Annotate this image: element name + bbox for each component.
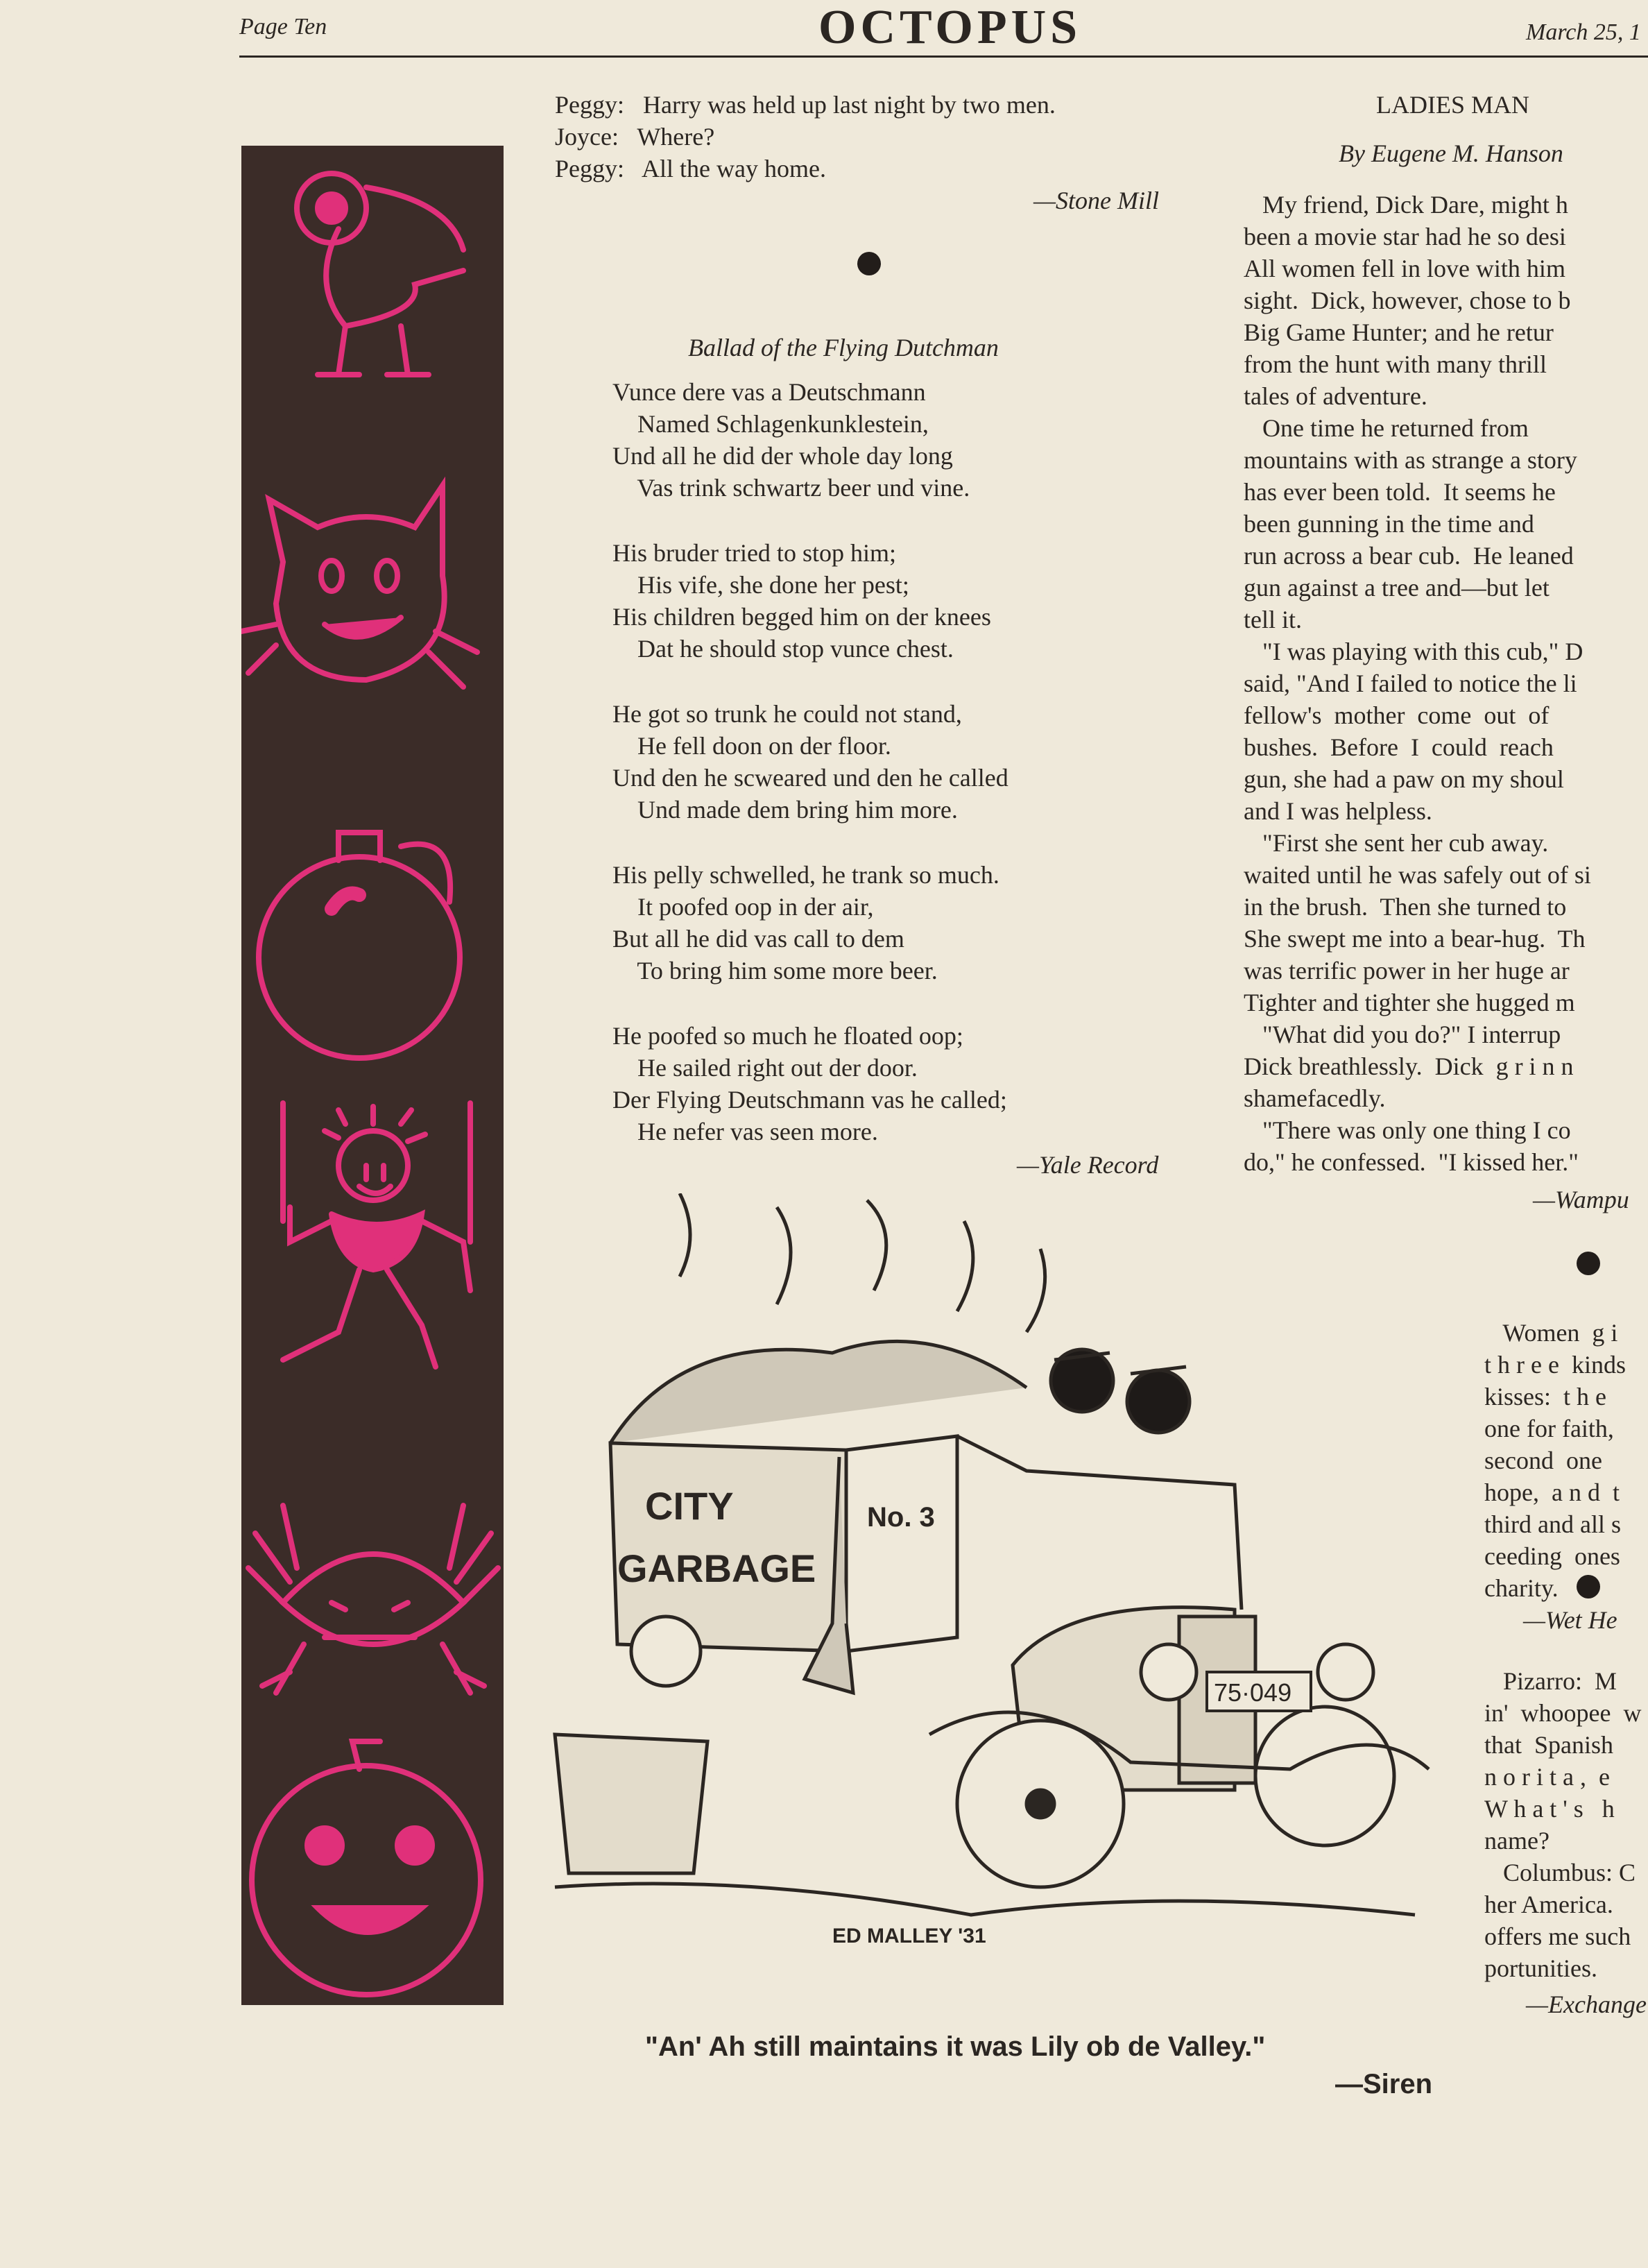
- women-joke: Women g i t h r e e kinds kisses: t h e one for faith, second one hope, a n d t third and all s ceeding ones charity.: [1484, 1319, 1626, 1602]
- page-number: Page Ten: [239, 14, 327, 40]
- article-byline: By Eugene M. Hanson: [1339, 139, 1563, 167]
- pizarro-joke: Pizarro: M in' whoopee w that Spanish n o r i t a , e W h a t ' s h name? Columbus: C her America. offers me such portunities.: [1484, 1667, 1642, 1982]
- ballad-stanza: His bruder tried to stop him; His vife, she done her pest; His children begged him on der knees Dat he should stop vunce chest.: [612, 539, 991, 663]
- jug-icon: [259, 833, 460, 1058]
- little-man-icon: [283, 1103, 470, 1367]
- cat-icon: [241, 486, 477, 687]
- article-source: —Wampu: [1533, 1186, 1629, 1213]
- women-source: —Wet He: [1523, 1606, 1617, 1634]
- truck-number: No. 3: [867, 1502, 935, 1533]
- ballad-title: Ballad of the Flying Dutchman: [688, 334, 999, 361]
- ballad-stanza: He got so trunk he could not stand, He fell doon on der floor. Und den he scweared und den he called Und made dem bring him more.: [612, 700, 1008, 824]
- crab-icon: [248, 1506, 498, 1693]
- pumpkin-icon: [252, 1741, 481, 1995]
- ballad-stanza: He poofed so much he floated oop; He sailed right out der door. Der Flying Deutschmann vas he called; He nefer vas seen more.: [612, 1022, 1007, 1145]
- joke-peggy-line2: Peggy: All the way home.: [555, 155, 826, 182]
- ballad-stanza: Vunce dere vas a Deutschmann Named Schlagenkunklestein, Und all he did der whole day long Vas trink schwartz beer und vine.: [612, 378, 970, 502]
- doodle-figures: [241, 146, 504, 2005]
- separator-dot: [857, 252, 881, 275]
- license-plate: 75·049: [1214, 1678, 1292, 1707]
- pizarro-source: —Exchange: [1526, 1990, 1647, 2018]
- decorative-strip: [241, 146, 504, 2005]
- bird-icon: [297, 173, 463, 375]
- joke-source: —Stone Mill: [1033, 187, 1159, 214]
- cartoon-caption: "An' Ah still maintains it was Lily ob de Valley.": [645, 2031, 1266, 2062]
- joke-peggy-line1: Peggy: Harry was held up last night by two men.: [555, 91, 1056, 119]
- issue-date: March 25, 1: [1526, 19, 1641, 45]
- garbage-truck-cartoon: [541, 1193, 1457, 2005]
- article-body: My friend, Dick Dare, might h been a movie star had he so desi All women fell in love with him sight. Dick, however, chose to b Big Game Hunter; and he retur from the hunt with many thrill tales of adventure. One time he returned from mountains with as strange a story has ever been told. It seems he been gunning in the time and run across a bear cub. He leaned gun against a tree and—but let tell it. "I was playing with this cub," D said, "And I failed to notice the li fellow's mother come out of bushes. Before I could reach gun, she had a paw on my shoul and I was helpless. "First she sent her cub away. waited until he was safely out of si in the brush. Then she turned to She swept me into a bear-hug. Th was terrific power in her huge ar Tighter and tighter she hugged m "What did you do?" I interrup Dick breathlessly. Dick g r i n n shamefacedly. "There was only one thing I co do," he confessed. "I kissed her.": [1244, 191, 1591, 1176]
- separator-dot: [1577, 1252, 1600, 1275]
- truck-garbage-label: GARBAGE: [617, 1546, 816, 1590]
- cartoon-source: —Siren: [1335, 2069, 1433, 2099]
- truck-city-label: CITY: [645, 1484, 734, 1528]
- ballad-source: —Yale Record: [1017, 1151, 1159, 1179]
- artist-signature: ED MALLEY '31: [832, 1925, 986, 1947]
- magazine-title: OCTOPUS: [818, 1, 1082, 54]
- ballad-stanza: His pelly schwelled, he trank so much. It poofed oop in der air, But all he did vas call to dem To bring him some more beer.: [612, 861, 999, 984]
- article-title: LADIES MAN: [1376, 91, 1529, 119]
- joke-joyce-line: Joyce: Where?: [555, 123, 715, 151]
- separator-dot: [1577, 1575, 1600, 1598]
- header-rule: [239, 56, 1648, 58]
